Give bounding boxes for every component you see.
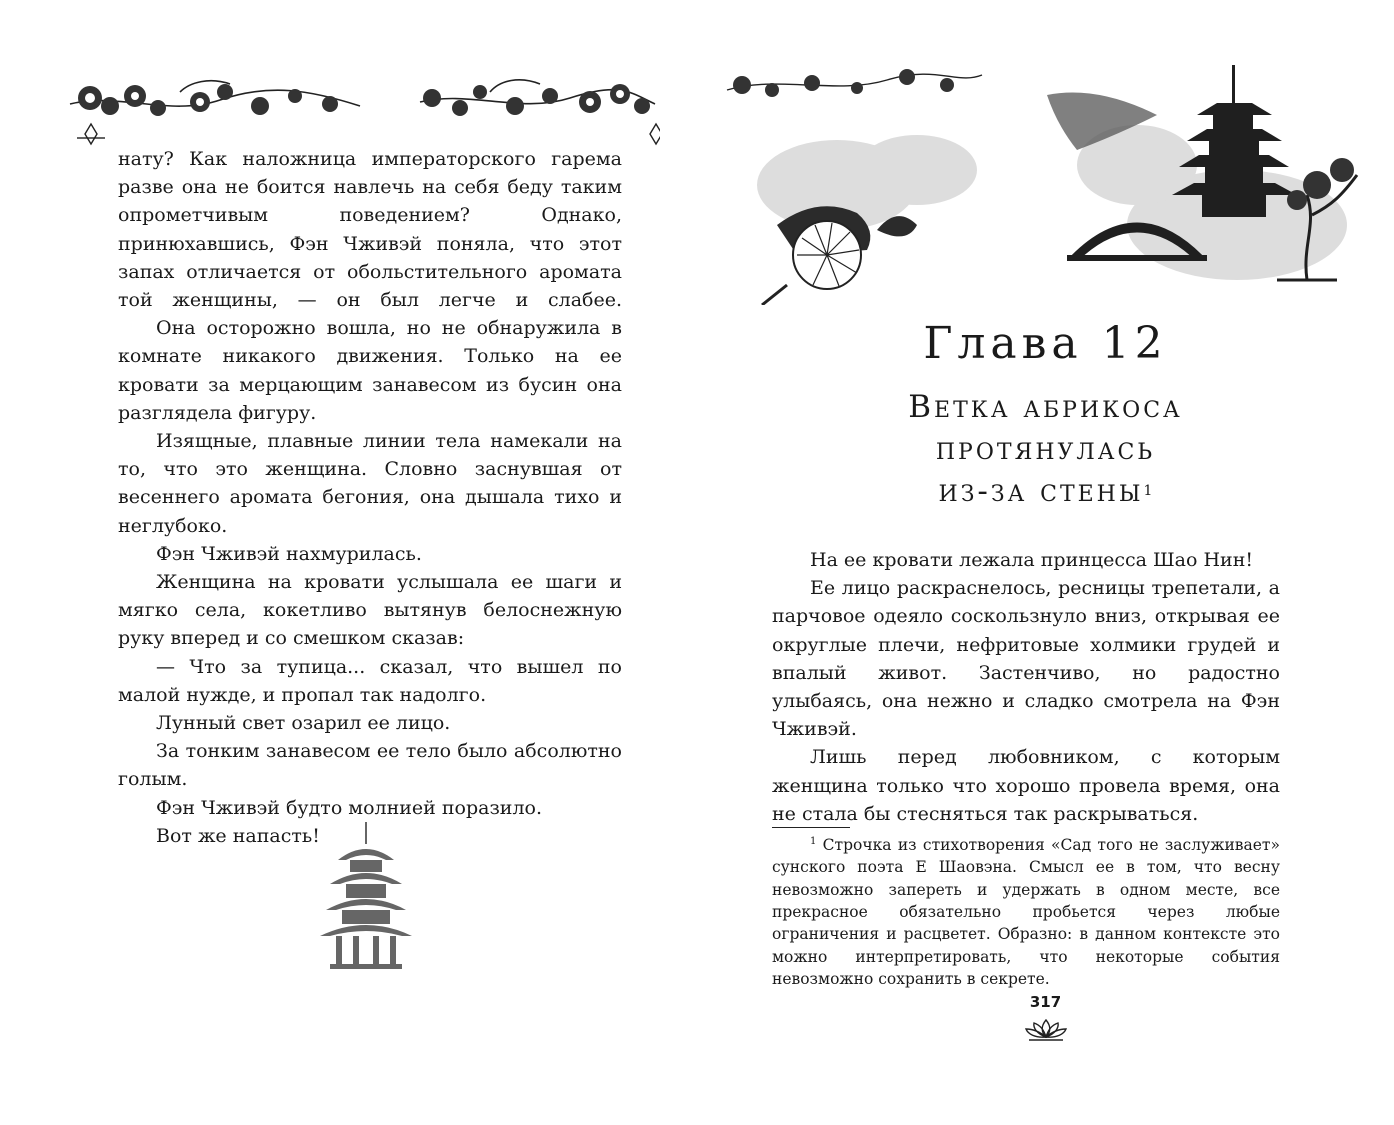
paragraph: Женщина на кровати услышала ее шаги и мягко села, кокетливо вытянув белоснежную руку вперед и со смешком сказав: <box>118 571 622 650</box>
paragraph: Фэн Чживэй нахмурилась. <box>156 542 422 565</box>
paragraph: Она осторожно вошла, но не обнаружила в комнате никакого движения. Только на ее кровати за мерцающим занавесом из бусин она разглядела фигуру. <box>118 317 622 424</box>
chapter-number: Глава 12 <box>923 318 1168 369</box>
paragraph: Лишь перед любовником, с которым женщина только что хорошо провела время, она не стала бы стесняться так раскрываться. <box>772 746 1280 825</box>
pagoda-icon <box>316 822 416 970</box>
chapter-title-line: из-за стены$^1$ <box>938 473 1153 509</box>
paragraph: Лунный свет озарил ее лицо. <box>156 712 451 735</box>
footnote-reference: 1 <box>1143 483 1153 499</box>
paragraph: — Что за тупица... сказал, что вышел по малой нужде, и пропал так надолго. <box>118 655 622 706</box>
paragraph: Фэн Чживэй будто молнией поразило. <box>156 796 543 819</box>
chapter-title-line: Ветка абрикоса <box>908 389 1183 425</box>
page-number: 317 <box>1029 993 1062 1011</box>
lotus-icon <box>1023 1016 1069 1042</box>
footnote-divider <box>772 827 850 828</box>
chapter-title-line: протянулась <box>935 431 1156 467</box>
left-page-text <box>118 145 622 850</box>
chapter-title <box>697 386 1394 512</box>
paragraph: За тонким занавесом ее тело было абсолютно голым. <box>118 740 622 791</box>
paragraph: нату? Как наложница императорского гарема разве она не боится навлечь на себя беду таким опрометчивым поведением? Однако, принюхавшись, Фэн Чживэй поняла, что этот запах отличается от обольстительного аромата той женщины, — он был легче и слабее. <box>118 148 622 312</box>
footnote-marker: 1 <box>810 836 817 847</box>
paragraph: На ее кровати лежала принцесса Шао Нин! <box>810 549 1254 571</box>
paragraph: Изящные, плавные линии тела намекали на то, что это женщина. Словно заснувшая от весеннего аромата бегония, она дышала тихо и неглубоко. <box>118 430 622 537</box>
paragraph: Вот же напасть! <box>156 824 320 847</box>
footnote-text: Строчка из стихотворения «Сад того не заслуживает» сунского поэта Е Шаовэна. Смысл ее в том, что весну невозможно запереть и удержать в одном месте, все прекрасное обязательно пробьется через любые ограничения и расцветет. Образно: в данном контексте это можно интерпретировать, что некоторые события невозможно сохранить в секрете. <box>772 836 1280 988</box>
right-page <box>697 0 1394 1125</box>
right-page-text <box>772 546 1280 828</box>
footnote <box>772 831 1280 990</box>
pagoda-bridge-fan-ink-illustration <box>717 55 1362 305</box>
paragraph: Ее лицо раскраснелось, ресницы трепетали, а парчовое одеяло соскользнуло вниз, открывая ее округлые плечи, нефритовые холмики грудей и впалый живот. Застенчиво, но радостно улыбаясь, она нежно и сладко смотрела на Фэн Чживэй. <box>772 577 1280 741</box>
